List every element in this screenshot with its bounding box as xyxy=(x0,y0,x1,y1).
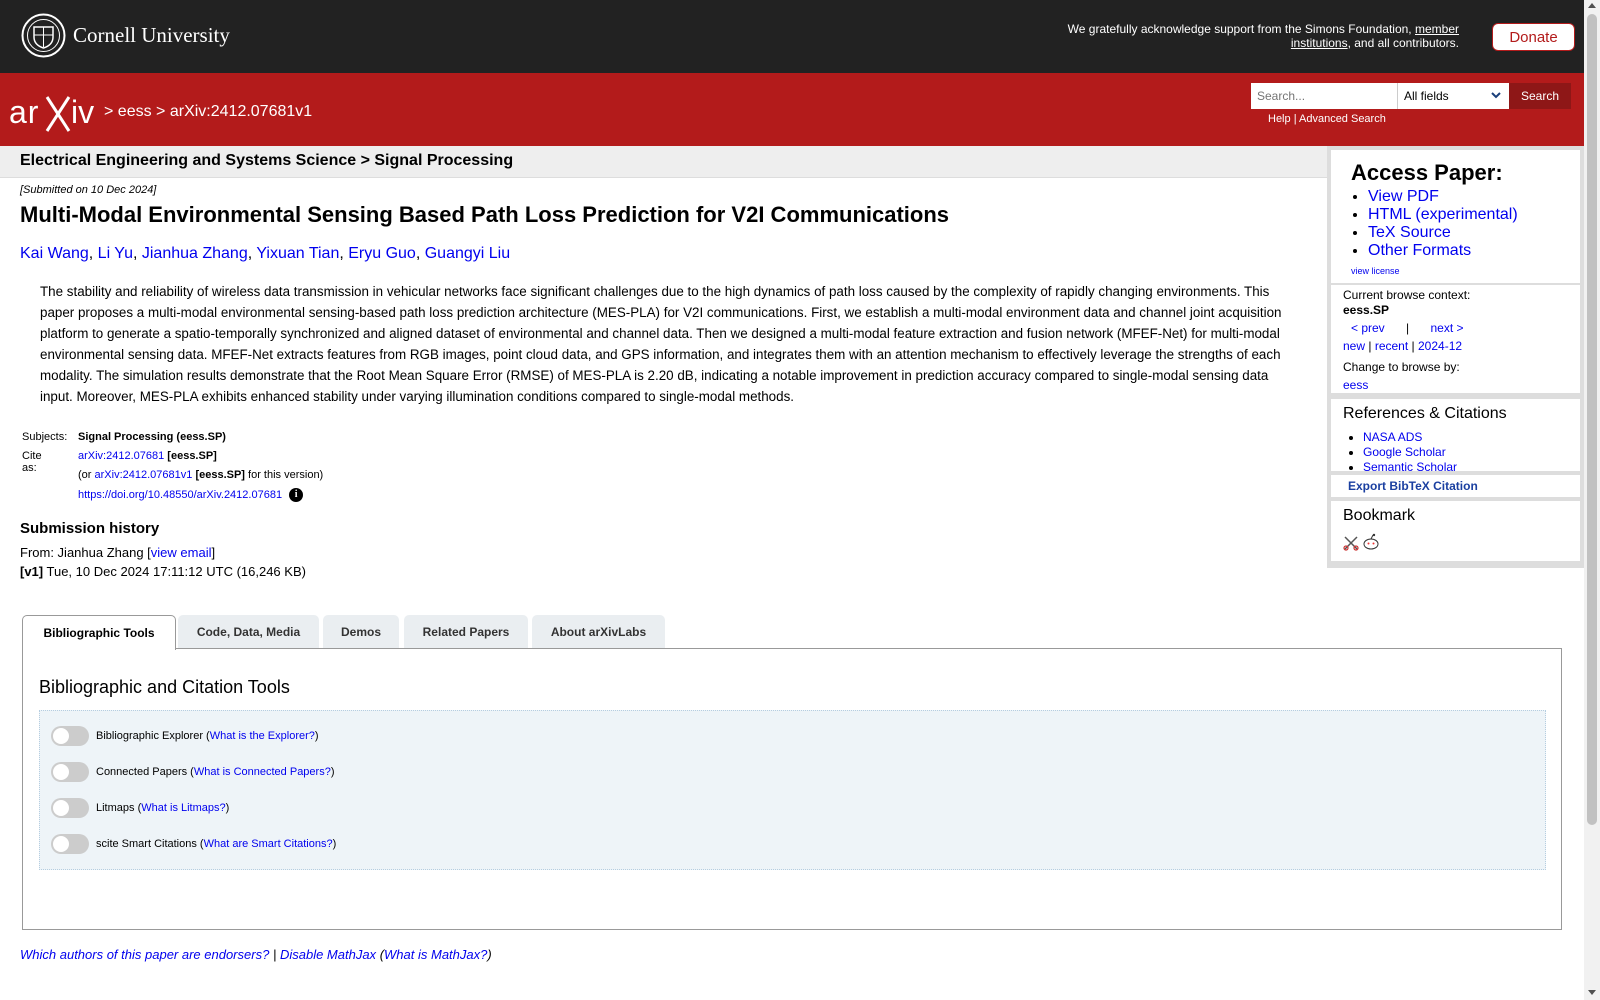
cite-or-text: (or xyxy=(78,469,92,481)
tab-about-arxivlabs[interactable]: About arXivLabs xyxy=(532,615,665,648)
tool-name: Litmaps xyxy=(96,802,135,814)
other-formats-link[interactable]: Other Formats xyxy=(1368,242,1472,259)
arxiv-logo-link[interactable] xyxy=(9,93,101,138)
tool-name: Connected Papers xyxy=(96,766,188,778)
breadcrumb xyxy=(104,103,312,121)
cite-as-label: Cite as: xyxy=(22,450,42,474)
cite-id-link[interactable]: arXiv:2412.07681 xyxy=(78,450,165,462)
nasa-ads-link[interactable]: NASA ADS xyxy=(1363,430,1423,444)
doi-link[interactable]: https://doi.org/10.48550/arXiv.2412.07681 xyxy=(78,488,283,501)
support-acknowledgement xyxy=(1039,22,1459,50)
submission-version xyxy=(20,564,306,579)
scrollbar-thumb[interactable] xyxy=(1587,14,1597,825)
tex-source-link[interactable]: TeX Source xyxy=(1368,224,1451,241)
support-text: We gratefully acknowledge support from the Simons Foundation, xyxy=(1067,22,1412,36)
google-scholar-link[interactable]: Google Scholar xyxy=(1363,445,1446,459)
cite-version-tag: [eess.SP] xyxy=(195,469,245,481)
breadcrumb-separator: > xyxy=(104,103,114,120)
browse-context-box xyxy=(1331,285,1580,393)
references-box xyxy=(1331,399,1580,474)
footer-separator: | xyxy=(272,947,277,962)
scite-toggle[interactable] xyxy=(51,834,89,854)
footer-paren: ) xyxy=(487,947,492,962)
references-links xyxy=(1331,430,1457,475)
chevron-down-icon xyxy=(1490,89,1502,101)
html-link[interactable]: HTML (experimental) xyxy=(1368,206,1518,223)
tool-help-link[interactable]: What are Smart Citations? xyxy=(203,838,333,850)
bookmark-heading: Bookmark xyxy=(1343,507,1416,524)
view-license-link[interactable]: view license xyxy=(1351,266,1400,276)
scissors-bookmark-icon[interactable] xyxy=(1343,535,1359,551)
help-separator: | xyxy=(1293,113,1297,125)
cornell-university-text: Cornell University xyxy=(73,23,230,47)
change-browse-link[interactable]: eess xyxy=(1343,378,1369,392)
context-label: Current browse context: xyxy=(1343,288,1471,302)
breadcrumb-separator: > xyxy=(156,103,166,120)
arxiv-logo-icon xyxy=(9,93,101,133)
author-link[interactable]: Jianhua Zhang xyxy=(141,245,248,262)
endorsers-link[interactable]: Which authors of this paper are endorsers? xyxy=(20,947,270,962)
bibliographic-explorer-toggle[interactable] xyxy=(51,726,89,746)
litmaps-toggle[interactable] xyxy=(51,798,89,818)
tool-name: scite Smart Citations xyxy=(96,838,197,850)
next-link[interactable]: next > xyxy=(1430,321,1464,335)
subjects-value: Signal Processing (eess.SP) xyxy=(78,431,226,443)
prev-next-row xyxy=(1351,321,1464,335)
svg-text:ar: ar xyxy=(9,94,40,130)
tool-row: Bibliographic Explorer ( What is the Explorer? ) xyxy=(51,725,319,747)
tab-related-papers[interactable]: Related Papers xyxy=(404,615,528,648)
context-value: eess.SP xyxy=(1343,303,1390,317)
scroll-down-icon[interactable] xyxy=(1588,990,1596,995)
advanced-search-link[interactable]: Advanced Search xyxy=(1299,113,1386,125)
panel-heading: Bibliographic and Citation Tools xyxy=(39,677,290,697)
tool-help-link[interactable]: What is Litmaps? xyxy=(141,802,226,814)
footer-paren: ( xyxy=(379,947,385,962)
scroll-up-icon[interactable] xyxy=(1588,3,1596,8)
search-field-select[interactable] xyxy=(1397,83,1509,109)
tool-row: scite Smart Citations ( What are Smart Citations? ) xyxy=(51,833,336,855)
authors-list: Kai Wang, Li Yu, Jianhua Zhang, Yixuan Tian, Eryu Guo, Guangyi Liu xyxy=(20,245,511,262)
prev-link[interactable]: < prev xyxy=(1351,321,1385,335)
paper-title: Multi-Modal Environmental Sensing Based Path Loss Prediction for V2I Communications xyxy=(20,202,950,227)
cite-version-suffix: for this version) xyxy=(248,469,324,481)
search-button[interactable]: Search xyxy=(1509,83,1571,109)
info-icon[interactable]: i xyxy=(289,488,303,502)
tab-panel xyxy=(22,648,1562,930)
subjects-label: Subjects: xyxy=(22,431,68,443)
author-link[interactable]: Li Yu xyxy=(97,245,133,262)
arxiv-header-bar xyxy=(0,73,1584,146)
disable-mathjax-link[interactable]: Disable MathJax xyxy=(279,947,377,962)
breadcrumb-archive-link[interactable]: eess xyxy=(117,103,152,120)
donate-button[interactable]: Donate xyxy=(1492,23,1575,51)
semantic-scholar-link[interactable]: Semantic Scholar xyxy=(1363,460,1458,474)
tool-row: Litmaps ( What is Litmaps? ) xyxy=(51,797,229,819)
month-link[interactable]: 2024-12 xyxy=(1418,339,1463,353)
author-link[interactable]: Eryu Guo xyxy=(348,245,416,262)
search-field-value: All fields xyxy=(1404,89,1449,103)
browse-separator: | xyxy=(1411,339,1415,353)
browse-links-row xyxy=(1343,339,1462,353)
author-link[interactable]: Yixuan Tian xyxy=(256,245,340,262)
author-link[interactable]: Kai Wang xyxy=(20,245,89,262)
recent-link[interactable]: recent xyxy=(1374,339,1409,353)
reddit-icon[interactable] xyxy=(1362,533,1380,551)
tab-code-data-media[interactable]: Code, Data, Media xyxy=(178,615,319,648)
what-is-mathjax-link[interactable]: What is MathJax? xyxy=(384,947,488,962)
view-email-link[interactable]: view email xyxy=(150,545,212,560)
history-close: ] xyxy=(211,545,216,560)
history-from-text: From: Jianhua Zhang [ xyxy=(20,545,151,560)
tool-name: Bibliographic Explorer xyxy=(96,730,203,742)
bookmark-box xyxy=(1331,501,1580,561)
export-box xyxy=(1331,475,1580,497)
sidebar xyxy=(1327,146,1584,568)
tab-demos[interactable]: Demos xyxy=(323,615,399,648)
prev-next-separator: | xyxy=(1406,321,1410,335)
access-paper-heading: Access Paper: xyxy=(1351,160,1503,185)
subject-header xyxy=(0,146,1327,178)
cornell-logo-link[interactable] xyxy=(21,13,230,58)
export-bibtex-link[interactable]: Export BibTeX Citation xyxy=(1348,479,1478,493)
cite-tag: [eess.SP] xyxy=(167,450,217,462)
history-detail: Tue, 10 Dec 2024 17:11:12 UTC (16,246 KB) xyxy=(46,564,306,579)
submission-from xyxy=(20,545,215,560)
subject-header-text: Electrical Engineering and Systems Science > Signal Processing xyxy=(20,152,514,169)
footer-links xyxy=(20,947,492,962)
access-links xyxy=(1331,188,1518,260)
submitted-date: [Submitted on 10 Dec 2024] xyxy=(20,184,157,196)
member-institutions-link[interactable]: member institutions xyxy=(1290,22,1459,50)
tools-box xyxy=(39,710,1546,870)
access-paper-box xyxy=(1331,150,1580,283)
history-version-tag: [v1] xyxy=(20,564,44,579)
top-bar xyxy=(0,0,1584,73)
references-heading: References & Citations xyxy=(1343,405,1507,422)
cite-version-link[interactable]: arXiv:2412.07681v1 xyxy=(94,469,193,481)
support-suffix: , and all contributors. xyxy=(1347,36,1459,50)
tool-help-link[interactable]: What is Connected Papers? xyxy=(193,766,331,778)
tool-help-link[interactable]: What is the Explorer? xyxy=(209,730,315,742)
page-scrollbar[interactable] xyxy=(1584,0,1600,1000)
view-pdf-link[interactable]: View PDF xyxy=(1368,188,1439,205)
cornell-seal-icon xyxy=(21,13,66,58)
tab-bibliographic-tools[interactable]: Bibliographic Tools xyxy=(22,615,176,650)
search-input[interactable]: Search... xyxy=(1251,83,1397,109)
help-link[interactable]: Help xyxy=(1268,113,1291,125)
connected-papers-toggle[interactable] xyxy=(51,762,89,782)
tool-row: Connected Papers ( What is Connected Papers? ) xyxy=(51,761,335,783)
change-browse-label: Change to browse by: xyxy=(1343,360,1460,374)
new-link[interactable]: new xyxy=(1343,339,1366,353)
submission-history-heading: Submission history xyxy=(20,520,160,537)
help-links xyxy=(1268,113,1386,125)
browse-separator: | xyxy=(1368,339,1372,353)
abstract: The stability and reliability of wireless data transmission in vehicular networks face significant challenges due to the high dynamics of path loss caused by the complexity of rapidly changing environments. This paper proposes a multi-modal environmental sensing-based path loss prediction architecture (MES-PLA) for V2I communications. First, we establish a multi-modal environment data and channel joint acquisition platform to generate a spatio-temporally synchronized and aligned dataset of environmental and channel data. Then we designed a multi-modal feature extraction and fusion network (MFEF-Net) for multi-modal environmental sensing data. MFEF-Net extracts features from RGB images, point cloud data, and GPS information, and integrates them with an attention mechanism to effectively leverage the strengths of each modality. The simulation results demonstrate that the Root Mean Square Error (RMSE) of MES-PLA is 2.20 dB, indicating a notable improvement in prediction accuracy compared to single-modal sensing data input. Moreover, MES-PLA exhibits enhanced stability under varying illumination conditions compared to single-modal methods. xyxy=(40,284,1282,404)
author-link[interactable]: Guangyi Liu xyxy=(424,245,511,262)
breadcrumb-paper-id: arXiv:2412.07681v1 xyxy=(169,103,313,120)
svg-text:iv: iv xyxy=(71,94,95,130)
